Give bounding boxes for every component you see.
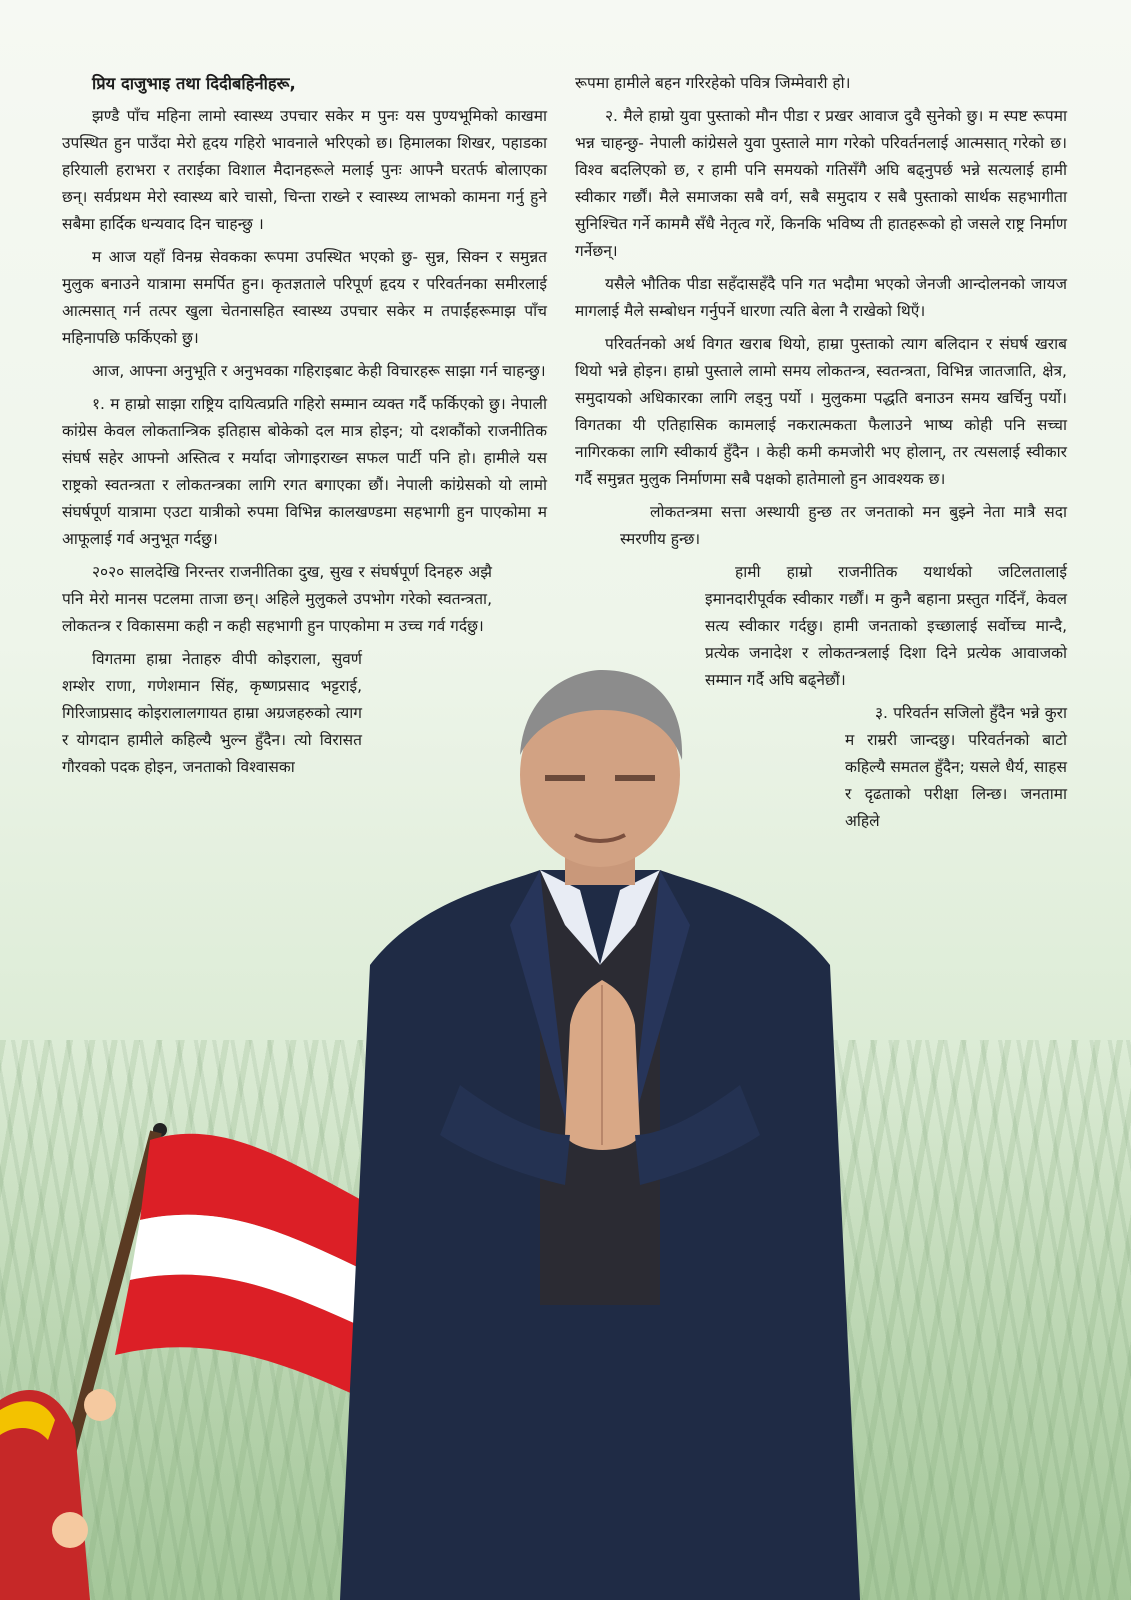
letter-greeting: प्रिय दाजुभाइ तथा दिदीबहिनीहरू,	[92, 74, 296, 93]
letter-paragraph: हामी हाम्रो राजनीतिक यथार्थको जटिलतालाई इमानदारीपूर्वक स्वीकार गर्छौं। म कुनै बहाना प्रस्तुत गर्दिनँ, केवल सत्य स्वीकार गर्दछु। हामी जनताको इच्छालाई सर्वोच्च मान्दै, प्रत्येक जनादेश र लोकतन्त्रलाई दिशा दिने प्रत्येक आवाजको सम्मान गर्दै अघि बढ्नेछौं।	[705, 563, 1067, 689]
letter-paragraph: म आज यहाँ विनम्र सेवकका रूपमा उपस्थित भएको छु- सुन्न, सिक्न र समुन्नत मुलुक बनाउने यात्रामा समर्पित हुन। कृतज्ञताले परिपूर्ण हृदय र परिवर्तनका समीरलाई आत्मसात् गर्न तत्पर खुला चेतनासहित स्वास्थ्य उपचार सकेर म तपाईंहरूमाझ पाँच महिनापछि फर्किएको छु।	[62, 248, 547, 347]
letter-paragraph: रूपमा हामीले बहन गरिरहेको पवित्र जिम्मेवारी हो।	[575, 74, 851, 92]
letter-paragraph: झण्डै पाँच महिना लामो स्वास्थ्य उपचार सकेर म पुनः यस पुण्यभूमिको काखमा उपस्थित हुन पाउँदा मेरो हृदय गहिरो भावनाले भरिएको छ। हिमालका शिखर, पहाडका हरियाली हराभरा र तराईका विशाल मैदानहरूले मलाई पुनः आफ्नै घरतर्फ बोलाएका छन्। सर्वप्रथम मेरो स्वास्थ्य बारे चासो, चिन्ता राख्ने र स्वास्थ्य लाभको कामना गर्नु हुने सबैमा हार्दिक धन्यवाद दिन चाहन्छु ।	[62, 107, 547, 233]
letter-paragraph: आज, आफ्ना अनुभूति र अनुभवका गहिराइबाट केही विचारहरू साझा गर्न चाहन्छु।	[92, 362, 546, 380]
letter-paragraph: १. म हाम्रो साझा राष्ट्रिय दायित्वप्रति गहिरो सम्मान व्यक्त गर्दै फर्किएको छु। नेपाली कांग्रेस केवल लोकतान्त्रिक इतिहास बोकेको दल मात्र होइन; यो दशकौंको राजनीतिक संघर्ष सहेर आफ्नो अस्तित्व र मर्यादा जोगाइराख्न सफल पार्टी पनि हो। हामीले यस राष्ट्रको स्वतन्त्रता र लोकतन्त्रका लागि रगत बगाएका छौं। नेपाली कांग्रेसको यो लामो संघर्षपूर्ण यात्रामा एउटा यात्रीको रुपमा विभिन्न कालखण्डमा सहभागी हुन पाएकोमा म आफूलाई गर्व अनुभूत गर्दछु।	[62, 395, 547, 548]
letter-paragraph: २०२० सालदेखि निरन्तर राजनीतिका दुख, सुख र संघर्षपूर्ण दिनहरु अझै पनि मेरो मानस पटलमा ताजा छन्। अहिले मुलुकले उपभोग गरेको स्वतन्त्रता, लोकतन्त्र र विकासमा कही न कही सहभागी हुन पाएकोमा म उच्च गर्व गर्दछु।	[62, 563, 492, 635]
letter-paragraph: लोकतन्त्रमा सत्ता अस्थायी हुन्छ तर जनताको मन बुझ्ने नेता मात्रै सदा स्मरणीय हुन्छ।	[620, 503, 1067, 548]
letter-paragraph: २. मैले हाम्रो युवा पुस्ताको मौन पीडा र प्रखर आवाज दुवै सुनेको छु। म स्पष्ट रूपमा भन्न चाहन्छु- नेपाली कांग्रेसले युवा पुस्ताले माग गरेको परिवर्तनलाई आत्मसात् गरेको छ। विश्व बदलिएको छ, र हामी पनि समयको गतिसँगै अघि बढ्नुपर्छ भन्ने सत्यलाई हामी स्वीकार गर्छौं। मैले समाजका सबै वर्ग, सबै समुदाय र सबै पुस्ताको सार्थक सहभागीता सुनिश्चित गर्ने काममै सँधै नेतृत्व गरें, किनकि भविष्य ती हातहरूको हो जसले राष्ट्र निर्माण गर्नेछन्।	[575, 107, 1067, 260]
letter-paragraph: यसैले भौतिक पीडा सहँदासहँदै पनि गत भदौमा भएको जेनजी आन्दोलनको जायज मागलाई मैले सम्बोधन गर्नुपर्ने धारणा त्यति बेला नै राखेको थिएँ।	[575, 275, 1067, 320]
leader-portrait-image	[340, 665, 860, 1600]
letter-paragraph: विगतमा हाम्रा नेताहरु वीपी कोइराला, सुवर्ण शम्शेर राणा, गणेशमान सिंह, कृष्णप्रसाद भट्टराई, गिरिजाप्रसाद कोइरालालगायत हाम्रा अग्रजहरुको त्याग र योगदान हामीले कहिल्यै भुल्न हुँदैन। त्यो विरासत गौरवको पदक होइन, जनताको विश्वासका	[62, 650, 362, 776]
letter-paragraph: परिवर्तनको अर्थ विगत खराब थियो, हाम्रा पुस्ताको त्याग बलिदान र संघर्ष खराब थियो भन्ने होइन। हाम्रो पुस्ताले लामो समय लोकतन्त्र, स्वतन्त्रता, विभिन्न जातजाति, क्षेत्र, समुदायको अधिकारका लागि लड्नु पर्यो । मुलुकमा पद्धति बनाउन समय खर्चिनु पर्यो। विगतका यी एतिहासिक कामलाई नकरात्मकता फैलाउने भाष्य कोही पनि सच्चा नागिरकका लागि स्वीकार्य हुँदैन । केही कमी कमजोरी भए होलान्, तर त्यसलाई स्वीकार गर्दै समुन्नत मुलुक निर्माणमा सबै पक्षको हातेमालो हुन आवश्यक छ।	[575, 335, 1067, 488]
letter-paragraph: ३. परिवर्तन सजिलो हुँदैन भन्ने कुरा म राम्ररी जान्दछु। परिवर्तनको बाटो कहिल्यै समतल हुँदैन; यसले धैर्य, साहस र दृढताको परीक्षा लिन्छ। जनतामा अहिले	[845, 704, 1067, 830]
